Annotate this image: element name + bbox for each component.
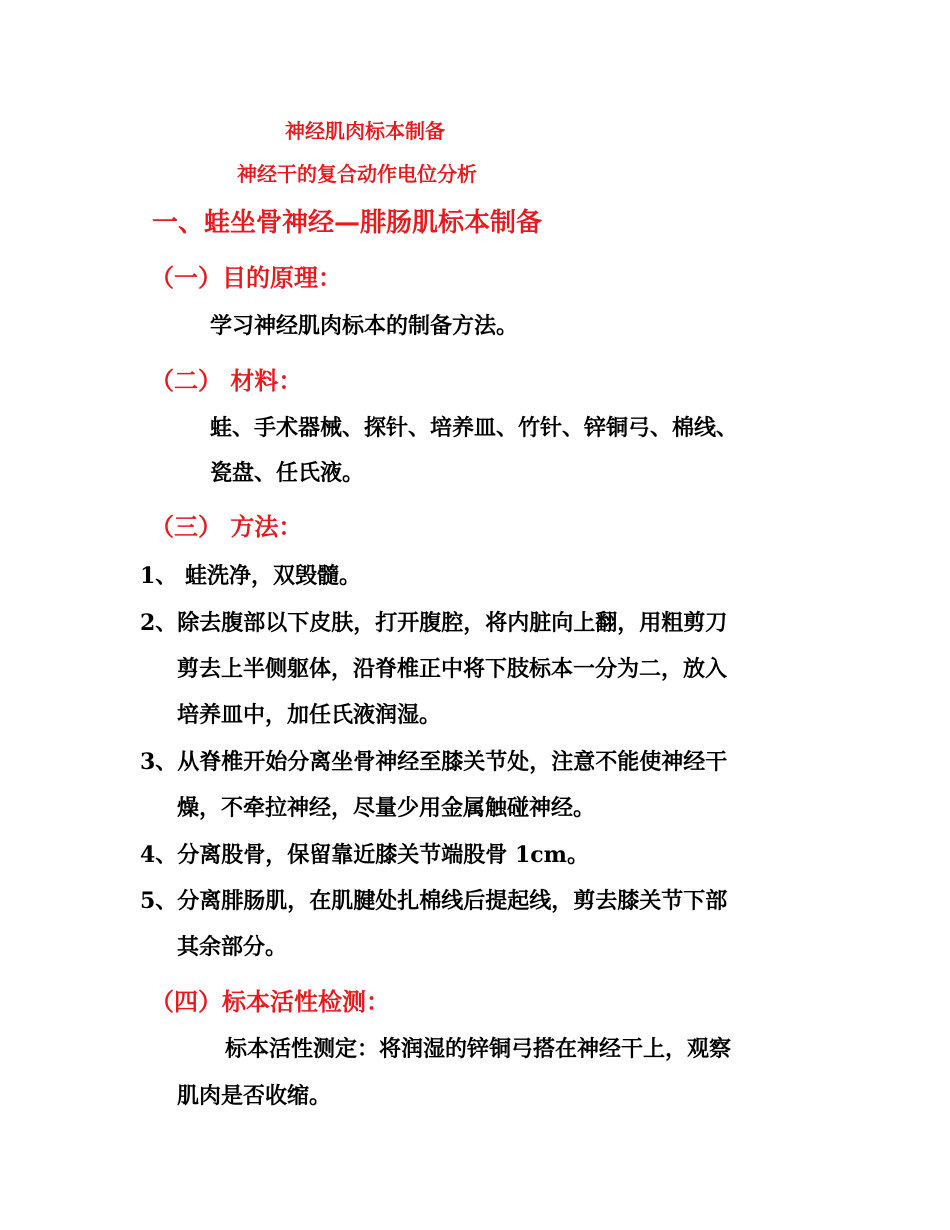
purpose-heading: （一）目的原理： <box>150 263 342 292</box>
activity-line2: 肌肉是否收缩。 <box>177 1083 332 1109</box>
method-step-2-line2: 剪去上半侧躯体，沿脊椎正中将下肢标本一分为二，放入 <box>177 656 728 682</box>
method-step-5-line1: 5、分离腓肠肌，在肌腱处扎棉线后提起线，剪去膝关节下部 <box>140 888 728 914</box>
purpose-text: 学习神经肌肉标本的制备方法。 <box>210 313 519 339</box>
doc-title-line1: 神经肌肉标本制备 <box>285 119 445 143</box>
doc-title-line2: 神经干的复合动作电位分析 <box>237 162 477 186</box>
section1-heading: 一、蛙坐骨神经—腓肠肌标本制备 <box>152 208 543 238</box>
activity-line1: 标本活性测定：将润湿的锌铜弓搭在神经干上，观察 <box>225 1036 732 1062</box>
method-step-3-line2: 燥，不牵拉神经，尽量少用金属触碰神经。 <box>177 795 596 821</box>
materials-line2: 瓷盘、任氏液。 <box>210 460 365 486</box>
method-step-3-line1: 3、从脊椎开始分离坐骨神经至膝关节处，注意不能使神经干 <box>140 749 728 775</box>
method-step-5-line2: 其余部分。 <box>177 934 288 960</box>
materials-heading: （二） 材料： <box>150 366 303 395</box>
methods-heading: （三） 方法： <box>150 512 303 541</box>
method-step-2-line3: 培养皿中，加任氏液润湿。 <box>177 702 442 728</box>
method-step-2-line1: 2、除去腹部以下皮肤，打开腹腔，将内脏向上翻，用粗剪刀 <box>140 610 728 636</box>
method-step-1: 1、 蛙洗净，双毁髓。 <box>140 563 361 589</box>
materials-line1: 蛙、手术器械、探针、培养皿、竹针、锌铜弓、棉线、 <box>210 415 739 441</box>
activity-heading: （四）标本活性检测： <box>150 987 390 1016</box>
method-step-4: 4、分离股骨，保留靠近膝关节端股骨 1cm。 <box>140 842 589 868</box>
